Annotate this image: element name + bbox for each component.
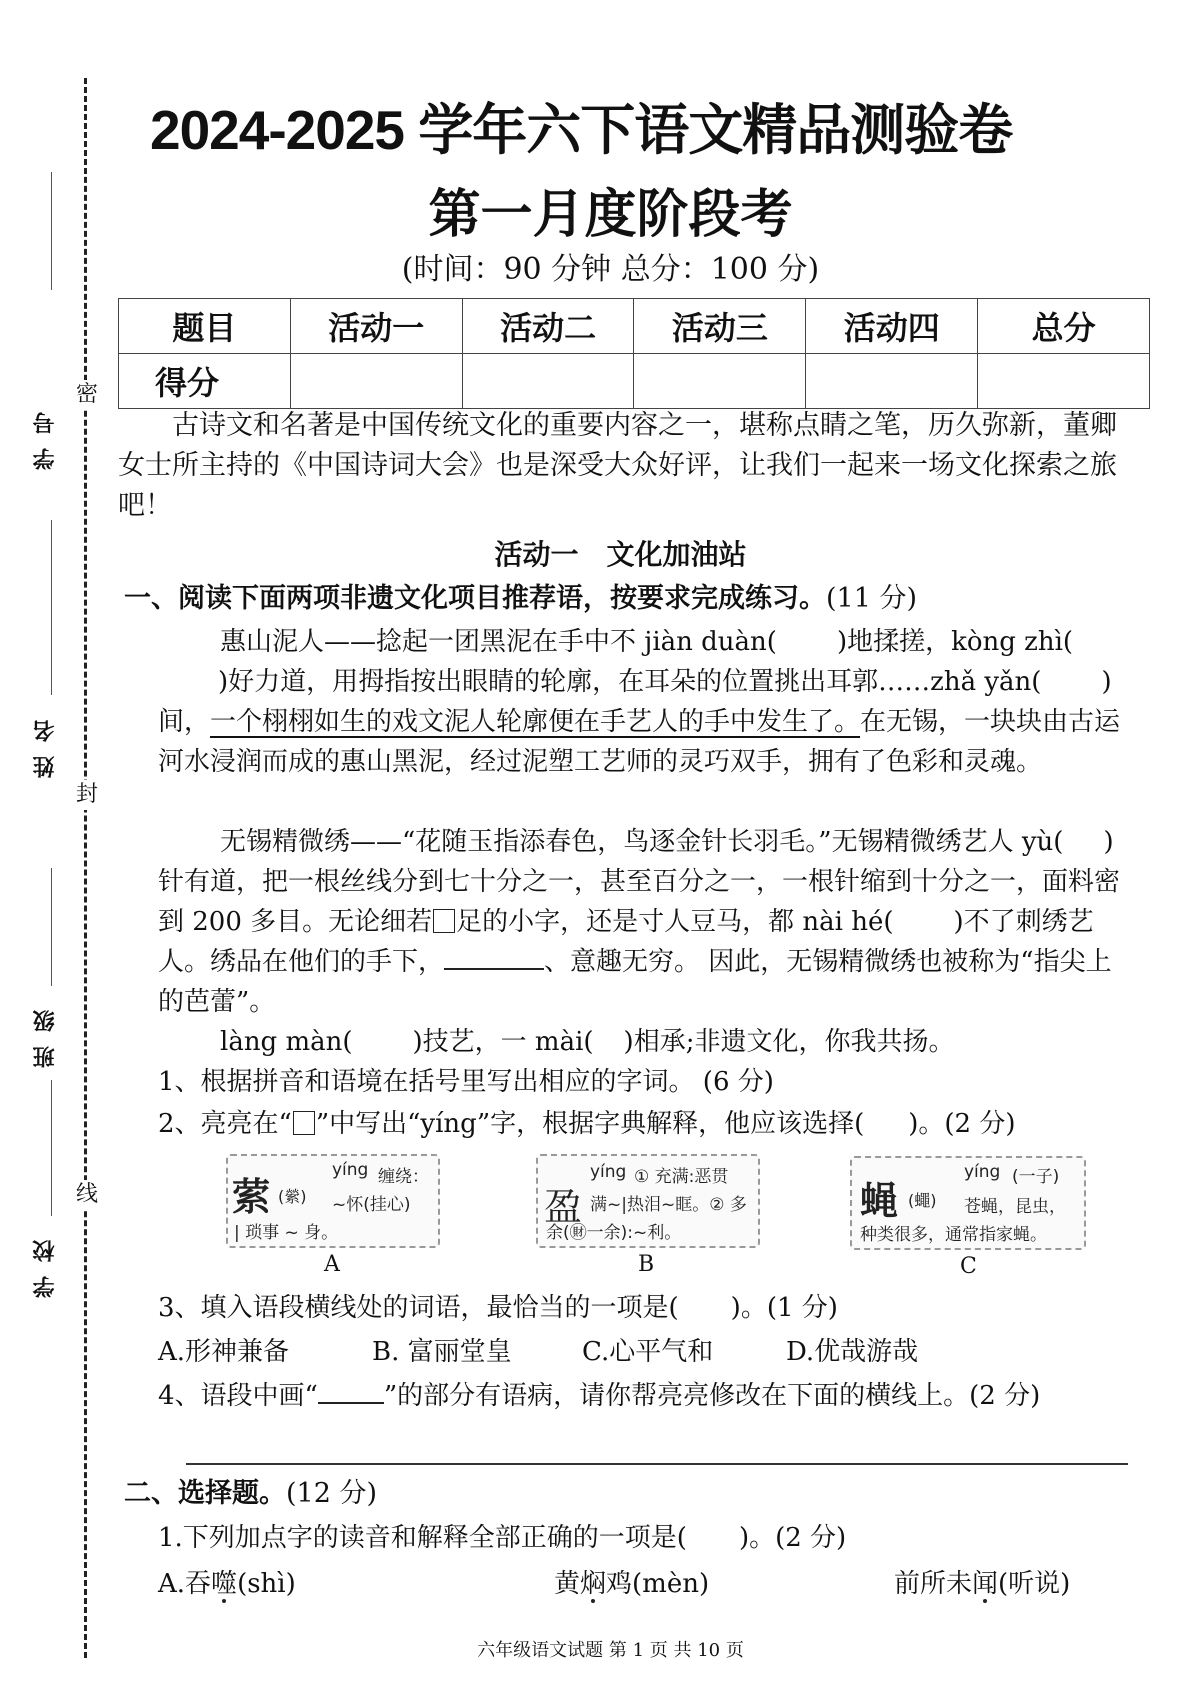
passage-text: )针有道，把一根丝线分到七十分之一，甚至百分之一，一根针缩到十分之一，面料密到 200 多目。无论细若 xyxy=(158,827,1121,937)
option-text: (听说) xyxy=(998,1569,1071,1599)
section1-heading-text: 一、阅读下面两项非遗文化项目推荐语，按要求完成练习。 xyxy=(124,583,826,614)
option-text: 鸡(mèn) xyxy=(606,1569,710,1599)
passage-huishan xyxy=(158,622,1128,782)
seal-char-xian: 线 xyxy=(74,1180,100,1210)
name-label: 姓名 xyxy=(33,706,58,778)
score-cell[interactable] xyxy=(290,354,462,409)
class-line[interactable] xyxy=(51,868,52,986)
binding-dashed-line xyxy=(84,78,87,1658)
dotted-char: 焖 xyxy=(580,1569,607,1599)
option-text: (shì) xyxy=(237,1569,296,1599)
passage-text: 无锡精微绣——“花随玉指添春色，鸟逐金针长羽毛。”无锡精微绣艺人 yù( xyxy=(220,827,1064,857)
question-text: ”的部分有语病，请你帮亮亮修改在下面的横线上。(2 分) xyxy=(383,1381,1041,1411)
dict-def: 缠绕： xyxy=(378,1167,429,1187)
fill-line-blank[interactable] xyxy=(444,946,544,970)
score-cell[interactable] xyxy=(462,354,634,409)
passage-text: 在无锡，一块块由古运河水浸润而成的惠山黑泥，经过泥塑工艺师的灵巧双手，拥有了色彩和灵魂。 xyxy=(158,707,1121,777)
dict-pinyin: yíng xyxy=(590,1162,627,1182)
dict-def: (一子) xyxy=(1012,1167,1060,1187)
option-d[interactable]: D.优哉游哉 xyxy=(786,1337,919,1367)
student-id-label: 学号 xyxy=(33,398,58,470)
option-text: 前所未 xyxy=(894,1569,973,1599)
dict-def: ~怀(挂心) xyxy=(332,1195,411,1215)
score-table-header-row xyxy=(119,299,1150,354)
score-table-row xyxy=(119,354,1150,409)
dict-def: 种类很多，通常指家蝇。 xyxy=(860,1225,1047,1245)
dict-card-b xyxy=(536,1154,760,1248)
option-b[interactable]: B. 富丽堂皇 xyxy=(372,1337,512,1367)
passage-text: )好力道，用拇指按出眼睛的轮廓，在耳朵的位置挑出耳郭……zhǎ yǎn( xyxy=(218,667,1042,697)
question-text: ”中写出“yíng”字，根据字典解释，他应该选择( xyxy=(315,1109,865,1139)
dict-char: 萦 xyxy=(232,1175,271,1219)
option-c[interactable]: C.心平气和 xyxy=(582,1337,714,1367)
question-3: 3、填入语段横线处的词语，最恰当的一项是( )。(1 分) xyxy=(158,1293,838,1323)
underline-sample xyxy=(318,1380,384,1404)
passage-text: 惠山泥人——捻起一团黑泥在手中不 jiàn duàn( xyxy=(220,627,777,657)
activity-heading: 活动一 文化加油站 xyxy=(494,538,747,571)
question-4 xyxy=(158,1376,1148,1416)
dict-def: 余(㊖一余):~利。 xyxy=(546,1223,682,1243)
underlined-sentence: 一个栩栩如生的戏文泥人轮廓便在手艺人的手中发生了。 xyxy=(210,707,861,737)
section2-heading xyxy=(124,1474,377,1514)
header-cell: 活动一 xyxy=(290,299,462,354)
question-text: )。(2 分) xyxy=(908,1109,1016,1139)
section2-points: (12 分) xyxy=(286,1478,378,1509)
row-label: 得分 xyxy=(119,354,291,409)
question-text: 2、亮亮在“ xyxy=(158,1109,292,1139)
page-footer: 六年级语文试题 第 1 页 共 10 页 xyxy=(477,1640,744,1661)
dict-pinyin: yíng xyxy=(332,1160,369,1180)
passage-text: )不了刺绣艺人。绣品在他们的手下， xyxy=(158,907,1094,977)
score-cell[interactable] xyxy=(634,354,806,409)
dict-card-c xyxy=(850,1156,1086,1250)
box-symbol xyxy=(293,1111,315,1135)
option-text: A.吞 xyxy=(158,1569,212,1599)
school-line[interactable] xyxy=(51,1080,52,1216)
seal-char-feng: 封 xyxy=(74,780,100,810)
dict-char: 盈 xyxy=(544,1185,583,1229)
section1-heading xyxy=(124,579,917,619)
exam-meta: (时间：90 分钟 总分：100 分) xyxy=(401,252,820,287)
exam-title: 2024-2025 学年六下语文精品测验卷 xyxy=(150,99,1013,161)
header-cell: 活动三 xyxy=(634,299,806,354)
dict-trad: (縈) xyxy=(278,1187,307,1206)
passage-closing xyxy=(158,1022,1128,1062)
header-cell: 活动二 xyxy=(462,299,634,354)
question-2 xyxy=(158,1104,1016,1144)
option-item[interactable] xyxy=(894,1564,1070,1604)
passage-text: )地揉搓，kòng zhì( xyxy=(836,627,1074,657)
score-cell[interactable] xyxy=(978,354,1150,409)
passage-text: )间， xyxy=(158,667,1112,737)
dict-trad: (蠅) xyxy=(908,1191,937,1210)
header-cell: 题目 xyxy=(119,299,291,354)
class-label: 班级 xyxy=(33,996,58,1068)
header-cell: 活动四 xyxy=(806,299,978,354)
option-label-c[interactable]: C xyxy=(960,1254,977,1279)
passage-text: )相承;非遗文化，你我共扬。 xyxy=(623,1027,955,1057)
dict-def: 满~|热泪~眶。② 多 xyxy=(590,1195,747,1215)
option-item[interactable] xyxy=(158,1564,296,1604)
passage-text: )技艺，一 mài( xyxy=(412,1027,594,1057)
header-cell: 总分 xyxy=(978,299,1150,354)
dotted-char: 闻 xyxy=(972,1569,999,1599)
seal-char-mi: 密 xyxy=(74,380,100,410)
dict-char: 蝇 xyxy=(860,1179,899,1223)
question-1: 1、根据拼音和语境在括号里写出相应的字词。 (6 分) xyxy=(158,1067,774,1097)
passage-wuxi xyxy=(158,822,1128,1022)
dict-def: 苍蝇，昆虫， xyxy=(964,1197,1066,1217)
dict-card-a xyxy=(226,1154,440,1248)
passage-text: làng màn( xyxy=(220,1027,353,1057)
option-a[interactable]: A.形神兼备 xyxy=(158,1337,290,1367)
dict-def: | 琐事 ~ 身。 xyxy=(234,1223,339,1243)
score-table xyxy=(118,298,1150,409)
answer-line[interactable] xyxy=(186,1463,1128,1465)
fill-box[interactable] xyxy=(433,909,455,933)
dict-def: ① 充满:恶贯 xyxy=(634,1167,729,1187)
option-label-a[interactable]: A xyxy=(324,1252,340,1277)
score-cell[interactable] xyxy=(806,354,978,409)
section2-heading-text: 二、选择题。 xyxy=(124,1478,286,1509)
passage-text: 、意趣无穷。 因此，无锡精微绣也被称为“指尖上的芭蕾”。 xyxy=(158,947,1112,1017)
exam-subtitle: 第一月度阶段考 xyxy=(428,186,793,244)
option-label-b[interactable]: B xyxy=(638,1252,655,1277)
dotted-char: 噬 xyxy=(211,1569,238,1599)
option-item[interactable] xyxy=(554,1564,709,1604)
choice-question-1: 1.下列加点字的读音和解释全部正确的一项是( )。(2 分) xyxy=(158,1523,847,1553)
school-label: 学校 xyxy=(33,1226,58,1298)
passage-text: 足的小字，还是寸人豆马，都 nài hé( xyxy=(456,907,894,937)
intro-paragraph: 古诗文和名著是中国传统文化的重要内容之一，堪称点睛之笔，历久弥新，董卿女士所主持的《中国诗词大会》也是深受大众好评，让我们一起来一场文化探索之旅吧！ xyxy=(118,410,1117,521)
dict-pinyin: yíng xyxy=(964,1162,1001,1182)
option-text: 黄 xyxy=(554,1569,581,1599)
section1-points: (11 分) xyxy=(826,583,918,614)
question-text: 4、语段中画“ xyxy=(158,1381,318,1411)
